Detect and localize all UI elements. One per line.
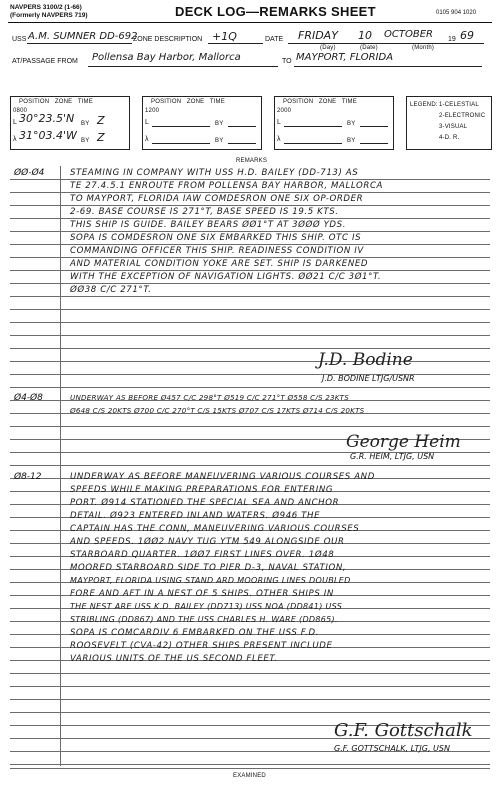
remarks-label: REMARKS xyxy=(236,158,268,164)
by-line xyxy=(228,126,256,127)
examined-label: EXAMINED xyxy=(233,773,266,779)
ruled-line xyxy=(10,296,490,297)
margin-rule xyxy=(60,166,61,766)
log-line: THE NEST ARE USS K.D. BAILEY (DD713) USS NOA (DD841) USS xyxy=(70,602,343,611)
stock-number: 0105 904 1020 xyxy=(436,10,477,16)
log-line: ROOSEVELT (CVA-42) OTHER SHIPS PRESENT INCLUDE xyxy=(70,641,333,651)
latitude-symbol: L xyxy=(277,119,281,126)
log-line: TE 27.4.5.1 ENROUTE FROM POLLENSA BAY HARBOR, MALLORCA xyxy=(70,181,384,191)
at-passage-label: AT/PASSAGE FROM xyxy=(12,58,78,65)
log-line: AND MATERIAL CONDITION YOKE ARE SET. SHIP IS DARKENED xyxy=(70,259,369,269)
ruled-line xyxy=(10,374,490,375)
ship-name-line xyxy=(27,43,132,44)
zone-line xyxy=(208,43,263,44)
log-line: SOPA IS COMDESRON ONE SIX EMBARKED THIS SHIP. OTC IS xyxy=(70,233,362,243)
position-box-caption: POSITION ZONE TIME xyxy=(19,99,93,105)
day-caption: (Day) xyxy=(320,45,336,51)
ruled-line xyxy=(10,270,490,271)
year-value: 69 xyxy=(460,29,474,42)
ruled-line xyxy=(10,686,490,687)
ruled-line xyxy=(10,283,490,284)
log-line: Ø648 C/S 20KTS Ø700 C/C 270°T C/S 15KTS Ø707 C/S 17KTS Ø714 C/S 20KTS xyxy=(70,406,365,415)
legend-box xyxy=(406,96,492,150)
log-line: SOPA IS COMCARDIV 6 EMBARKED ON THE USS F.D. xyxy=(70,628,320,638)
ruled-line xyxy=(10,257,490,258)
legend-item: 4-D. R. xyxy=(439,135,460,141)
ruled-line xyxy=(10,192,490,193)
log-line: UNDERWAY AS BEFORE MANEUVERING VARIOUS COURSES AND xyxy=(70,472,375,482)
ruled-line xyxy=(10,348,490,349)
to-value: MAYPORT, FLORIDA xyxy=(296,52,394,63)
day-value: FRIDAY xyxy=(298,29,338,42)
by-line xyxy=(228,143,256,144)
by-line xyxy=(360,143,388,144)
latitude-value: 30°23.5'N xyxy=(19,112,75,125)
log-line: STARBOARD QUARTER. 1ØØ7 FIRST LINES OVER. 1Ø48 xyxy=(70,550,335,560)
position-box-1200 xyxy=(142,96,262,150)
log-line: MAYPORT, FLORIDA USING STAND ARD MOORING LINES DOUBLED xyxy=(70,576,351,585)
ruled-line xyxy=(10,764,490,765)
to-line xyxy=(294,66,482,67)
log-line: UNDERWAY AS BEFORE Ø457 C/C 298°T Ø519 C/C 271°T Ø558 C/S 23KTS xyxy=(70,393,350,402)
log-line: PORT. Ø914 STATIONED THE SPECIAL SEA AND ANCHOR xyxy=(70,498,340,508)
signature-bodine: J.D. Bodine xyxy=(318,350,413,370)
log-line: VARIOUS UNITS OF THE US SECOND FLEET. xyxy=(70,654,278,664)
log-line: MOORED STARBOARD SIDE TO PIER D-3, NAVAL STATION, xyxy=(70,563,347,573)
by-value: Z xyxy=(97,131,105,144)
uss-label: USS xyxy=(12,36,27,43)
by-value: Z xyxy=(97,114,105,127)
zone-description-label: ZONE DESCRIPTION xyxy=(133,36,203,43)
legend-title: LEGEND: xyxy=(410,102,438,108)
signer-name: J.D. BODINE LTJG/USNR xyxy=(322,374,415,383)
from-line xyxy=(88,66,278,67)
legend-item: 2-ELECTRONIC xyxy=(439,113,486,119)
log-line: TO MAYPORT, FLORIDA IAW COMDESRON ONE SIX OP-ORDER xyxy=(70,194,364,204)
month-caption: (Month) xyxy=(412,45,435,51)
form-former-number: (Formerly NAVPERS 719) xyxy=(10,12,88,19)
position-time: 0800 xyxy=(13,108,28,114)
footer-rule xyxy=(10,768,490,769)
by-label: BY xyxy=(347,138,356,144)
latitude-line xyxy=(284,126,342,127)
ruled-line xyxy=(10,335,490,336)
ruled-line xyxy=(10,322,490,323)
ruled-line xyxy=(10,673,490,674)
to-label: TO xyxy=(282,58,292,65)
ruled-line xyxy=(10,231,490,232)
signature-gottschalk: G.F. Gottschalk xyxy=(334,720,473,741)
signature-heim: George Heim xyxy=(346,432,461,452)
log-line: SPEEDS WHILE MAKING PREPARATIONS FOR ENTERING xyxy=(70,485,334,495)
ruled-line xyxy=(10,712,490,713)
header-rule xyxy=(8,22,492,23)
log-line: WITH THE EXCEPTION OF NAVIGATION LIGHTS. ØØ21 C/C 3Ø1°T. xyxy=(70,272,382,282)
page-title: DECK LOG—REMARKS SHEET xyxy=(175,4,376,19)
date-caption: (Date) xyxy=(360,45,378,51)
from-value: Pollensa Bay Harbor, Mallorca xyxy=(92,52,241,63)
ship-name: A.M. SUMNER DD-692 xyxy=(28,31,138,42)
ruled-line xyxy=(10,179,490,180)
watch-time: Ø8-12 xyxy=(14,472,42,482)
by-label: BY xyxy=(215,138,224,144)
signer-name: G.R. HEIM, LTJG, USN xyxy=(350,452,435,461)
latitude-symbol: L xyxy=(145,119,149,126)
log-line: ØØ38 C/C 271°T. xyxy=(70,285,152,295)
log-line: AND SPEEDS. 1ØØ2 NAVY TUG YTM 549 ALONGSIDE OUR xyxy=(70,537,345,547)
longitude-symbol: λ xyxy=(277,136,281,143)
ruled-line xyxy=(10,309,490,310)
watch-time: ØØ-Ø4 xyxy=(14,168,45,178)
longitude-line xyxy=(152,143,210,144)
date-line xyxy=(288,43,484,44)
position-box-0800 xyxy=(10,96,130,150)
longitude-symbol: λ xyxy=(145,136,149,143)
form-number: NAVPERS 3100/2 (1-66) xyxy=(10,4,82,11)
log-line: STEAMING IN COMPANY WITH USS H.D. BAILEY (DD-713) AS xyxy=(70,168,359,178)
longitude-line xyxy=(284,143,342,144)
ruled-area xyxy=(10,166,490,766)
position-box-caption: POSITION ZONE TIME xyxy=(151,99,225,105)
ruled-line xyxy=(10,244,490,245)
date-label: DATE xyxy=(265,36,284,43)
position-box-2000 xyxy=(274,96,394,150)
legend-item: 3-VISUAL xyxy=(439,124,468,130)
position-time: 2000 xyxy=(277,108,292,114)
by-label: BY xyxy=(215,121,224,127)
year-prefix: 19 xyxy=(448,36,456,43)
ruled-line xyxy=(10,361,490,362)
log-line: STRIBLING (DD867) AND THE USS CHARLES H. WARE (DD865). xyxy=(70,615,338,624)
longitude-symbol: λ xyxy=(13,136,17,143)
ruled-line xyxy=(10,218,490,219)
ruled-line xyxy=(10,426,490,427)
log-line: COMMANDING OFFICER THIS SHIP. READINESS CONDITION IV xyxy=(70,246,364,256)
by-label: BY xyxy=(347,121,356,127)
ruled-line xyxy=(10,205,490,206)
latitude-symbol: L xyxy=(13,119,17,126)
by-label: BY xyxy=(81,138,90,144)
by-line xyxy=(360,126,388,127)
log-line: THIS SHIP IS GUIDE. BAILEY BEARS ØØ1°T AT 3ØØØ YDS. xyxy=(70,220,347,230)
legend-item: 1-CELESTIAL xyxy=(439,102,479,108)
log-line: CAPTAIN HAS THE CONN, MANEUVERING VARIOUS COURSES xyxy=(70,524,360,534)
ruled-line xyxy=(10,465,490,466)
log-line: 2-69. BASE COURSE IS 271°T, BASE SPEED IS 19.5 KTS. xyxy=(70,207,339,217)
latitude-line xyxy=(152,126,210,127)
zone-value: +1Q xyxy=(212,30,237,43)
signer-name: G.F. GOTTSCHALK, LTJG, USN xyxy=(334,744,450,753)
longitude-value: 31°03.4'W xyxy=(19,129,77,142)
position-time: 1200 xyxy=(145,108,160,114)
ruled-line xyxy=(10,699,490,700)
log-line: FORE AND AFT IN A NEST OF 5 SHIPS. OTHER SHIPS IN xyxy=(70,589,334,599)
ruled-line xyxy=(10,387,490,388)
by-label: BY xyxy=(81,121,90,127)
date-value: 10 xyxy=(358,29,372,42)
log-line: DETAIL. Ø923 ENTERED INLAND WATERS. Ø946 THE xyxy=(70,511,321,521)
watch-time: Ø4-Ø8 xyxy=(14,393,43,403)
month-value: OCTOBER xyxy=(384,29,433,40)
position-box-caption: POSITION ZONE TIME xyxy=(283,99,357,105)
